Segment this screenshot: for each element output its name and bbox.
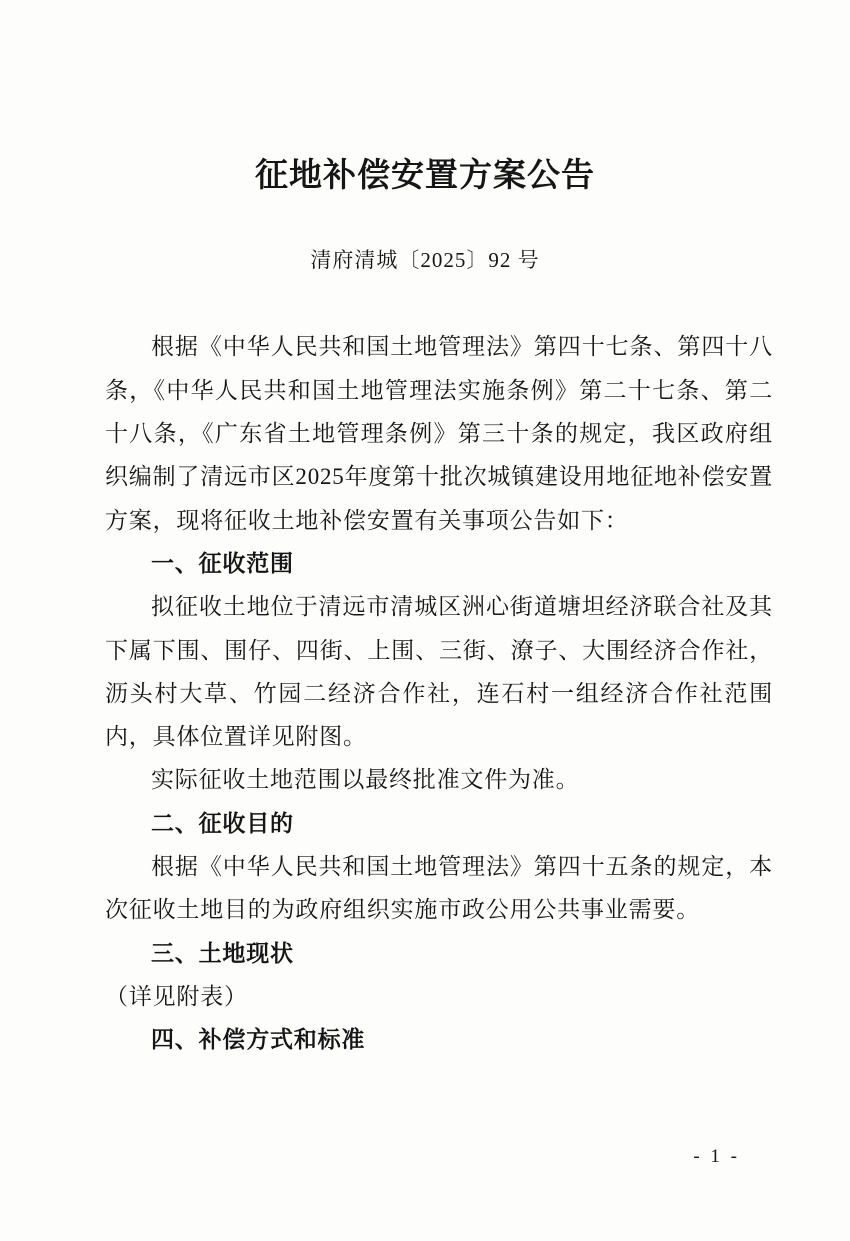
section-heading-purpose: 二、征收目的 <box>151 809 294 836</box>
paragraph-legal-basis: 根据《中华人民共和国土地管理法》第四十七条、第四十八条，《中华人民共和国土地管理法实施条例》第二十七条、第二十八条，《广东省土地管理条例》第三十条的规定，我区政府组织编制了清远市区2025年度第十批次城镇建设用地征地补偿安置方案，现将征收土地补偿安置有关事项公告如下： <box>105 334 773 533</box>
document-number: 清府清城〔2025〕92 号 <box>310 248 540 273</box>
paragraph-purpose: 根据《中华人民共和国土地管理法》第四十五条的规定，本次征收土地目的为政府组织实施市政公用公共事业需要。 <box>105 854 773 923</box>
section-heading-compensation: 四、补偿方式和标准 <box>151 1026 366 1053</box>
document-title: 征地补偿安置方案公告 <box>255 158 595 194</box>
page-number: - 1 - <box>693 1146 740 1167</box>
document-body <box>105 325 773 1061</box>
paragraph-attachment-note: （详见附表） <box>105 983 248 1009</box>
paragraph-scope-note: 实际征收土地范围以最终批准文件为准。 <box>151 767 580 793</box>
section-heading-land-status: 三、土地现状 <box>151 939 294 966</box>
section-heading-scope: 一、征收范围 <box>151 549 294 576</box>
paragraph-scope: 拟征收土地位于清远市清城区洲心街道塘坦经济联合社及其下属下围、围仔、四街、上围、三街、潦子、大围经济合作社，沥头村大草、竹园二经济合作社，连石村一组经济合作社范围内，具体位置详见附图。 <box>105 594 773 750</box>
